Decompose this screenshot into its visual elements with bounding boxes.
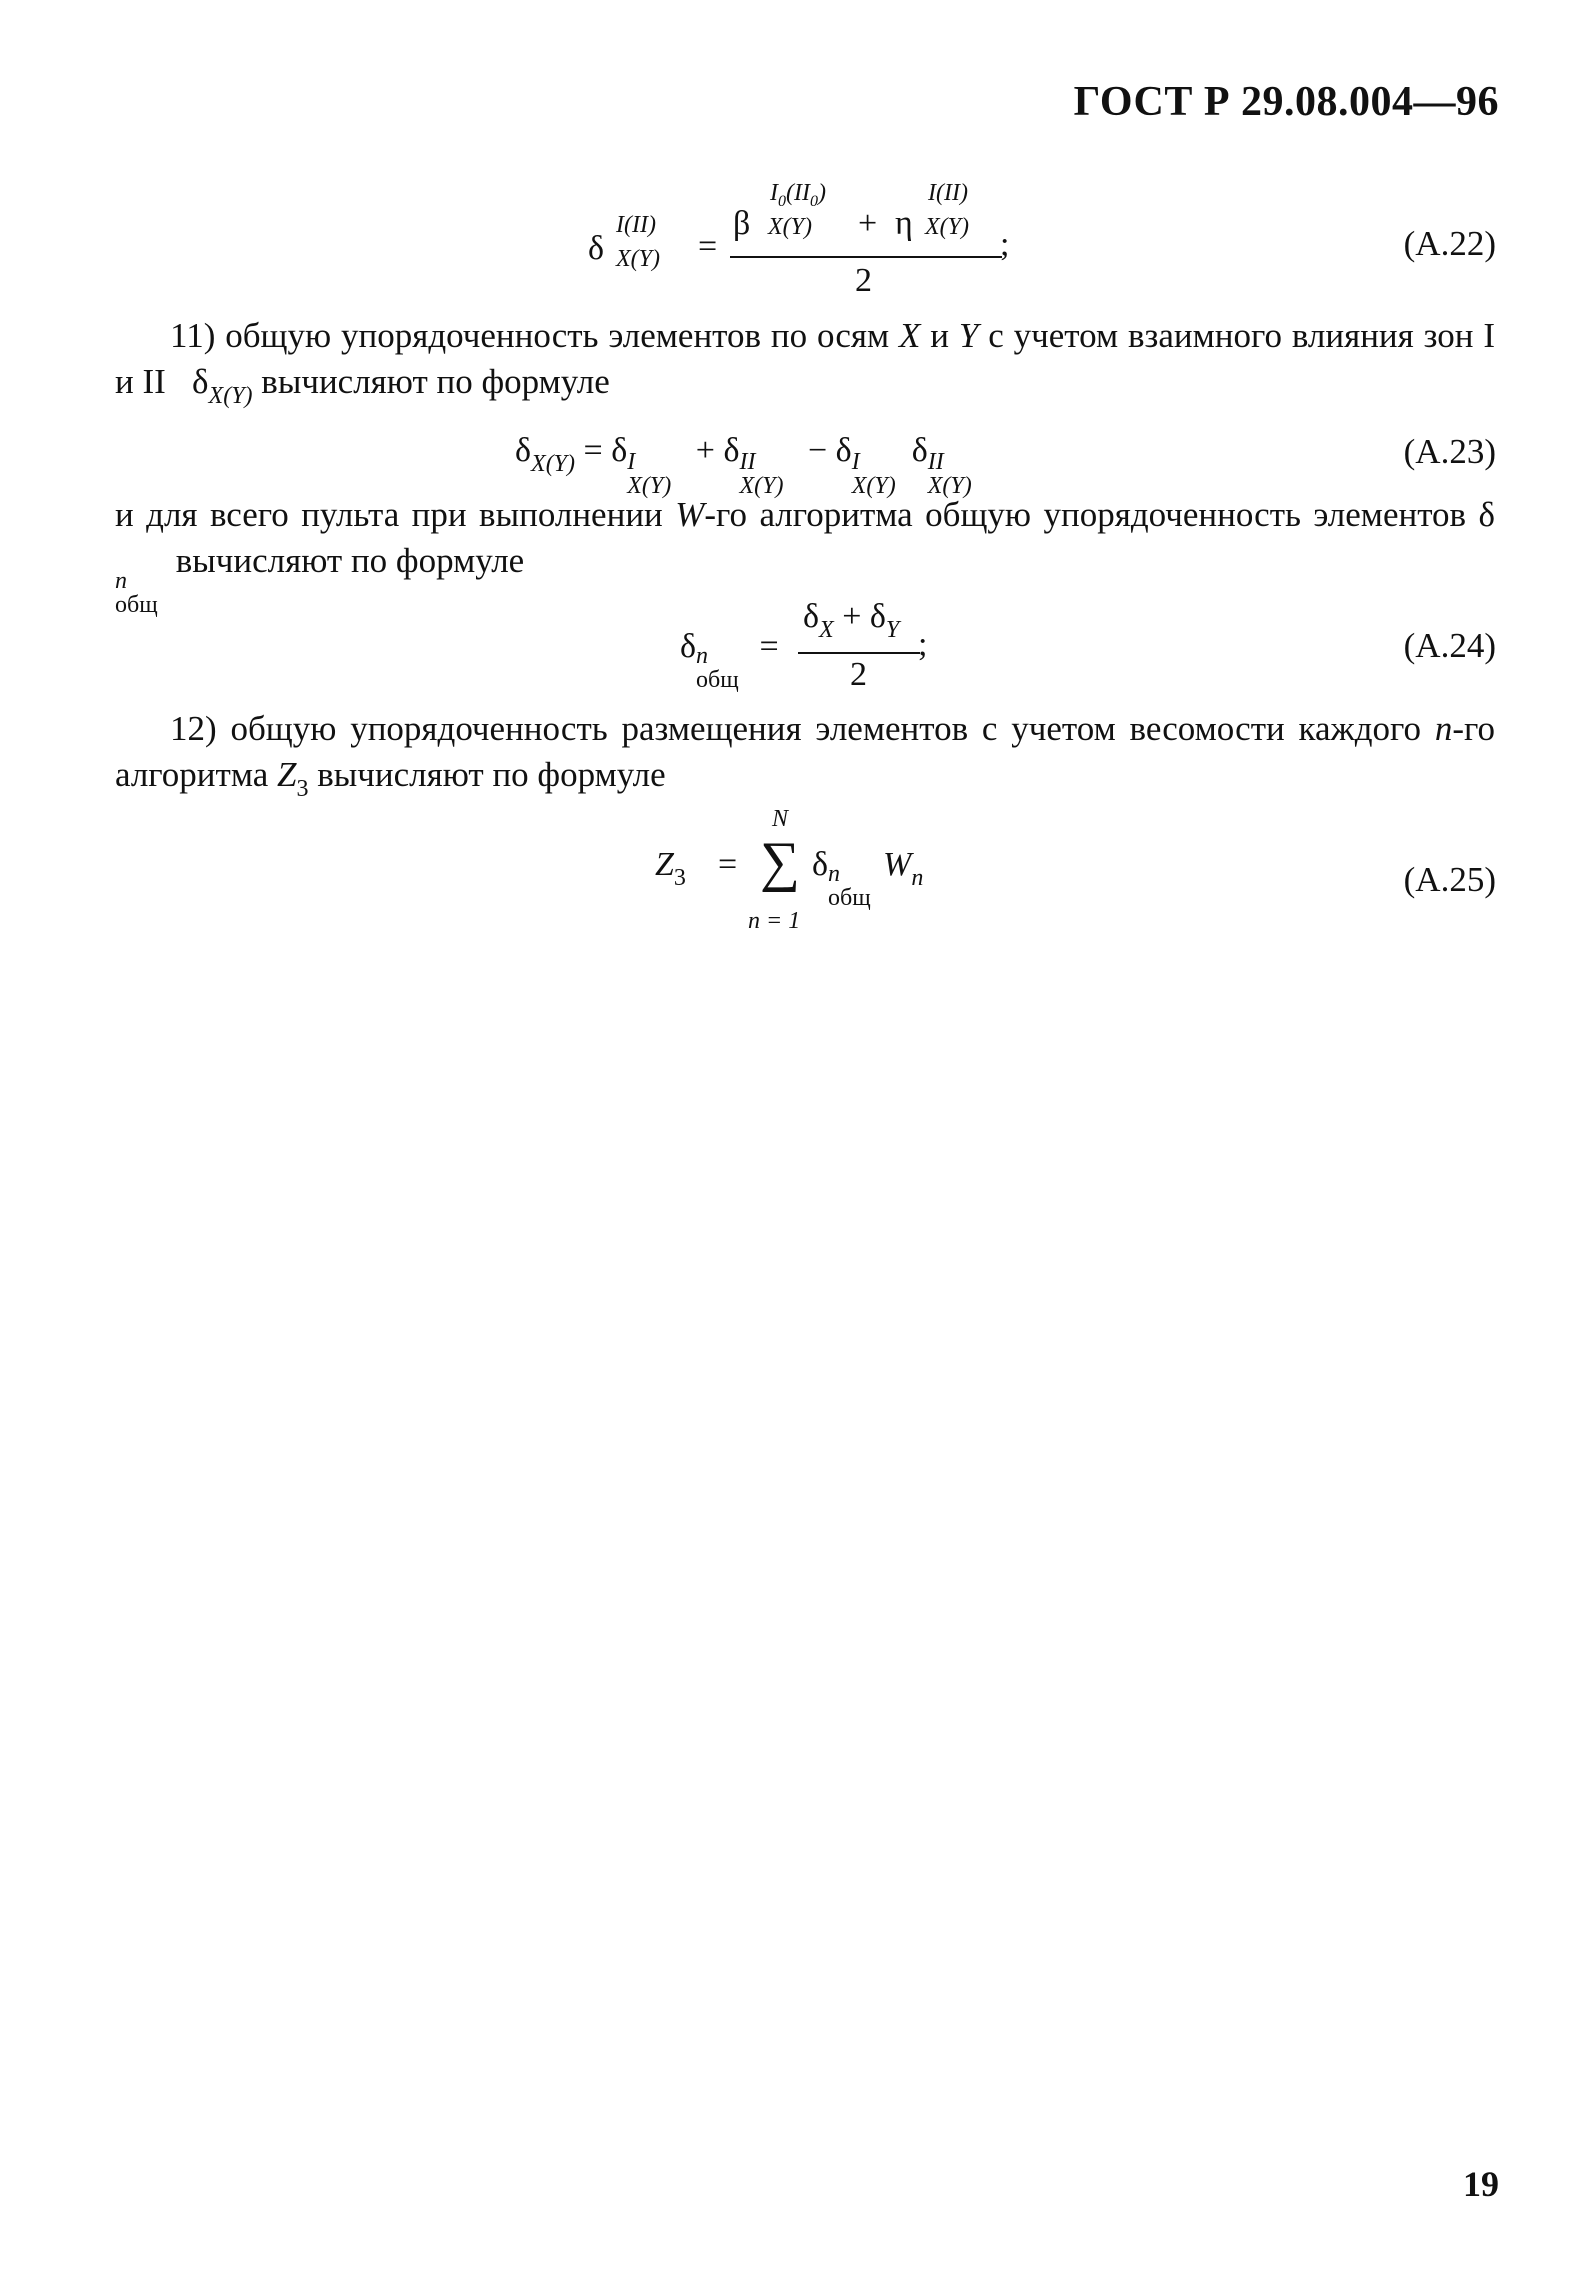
eq-a24-fraction-bar: [798, 652, 920, 654]
eq-a22-denominator: 2: [855, 262, 872, 299]
eq-a24-denominator: 2: [850, 656, 867, 693]
eq-a22-lhs: δ: [588, 230, 605, 267]
sum-sign-icon: ∑: [760, 831, 800, 893]
eq-a22-punct: ;: [1000, 226, 1010, 263]
eq-a22-lhs-sup: I(II): [616, 212, 656, 238]
paragraph-12: 12) общую упорядоченность размещения элементов с учетом весомости каждого n-го алгоритма $Z_3$ вычисляют по формуле: [115, 709, 1495, 802]
eq-a22-equals: =: [698, 228, 718, 265]
eq-a24-numerator: $\delta_X + \delta_Y$: [803, 598, 900, 643]
eq-a22-number: (А.22): [1403, 224, 1496, 263]
eq-a24-number: (А.24): [1403, 626, 1496, 665]
eq-a22-lhs-sub: X(Y): [616, 246, 660, 272]
eq-a24-lhs: δ n общ =: [680, 628, 779, 693]
eq-a23-number: (А.23): [1403, 432, 1496, 471]
page-number: 19: [1463, 2164, 1499, 2204]
eq-a22-term1-sup: $I_0(II_0)$: [770, 180, 826, 210]
eq-a22-beta: β: [733, 205, 751, 242]
eq-a22-term2-sup: I(II): [928, 180, 968, 206]
paragraph-w-algorithm: и для всего пульта при выполнении W-го алгоритма общую упорядоченность элементов δ n общ вычисляют по формуле: [115, 495, 1496, 618]
eq-a25-number: (А.25): [1403, 860, 1496, 899]
eq-a22-fraction-bar: [730, 256, 1002, 258]
eq-a22-term1-sub: X(Y): [768, 214, 812, 240]
eq-a24-punct: ;: [918, 626, 928, 663]
paragraph-11: 11) общую упорядоченность элементов по осям X и Y с учетом взаимного влияния зон I и II $\delta_{X(Y)}$ вычисляют по формуле: [115, 316, 1495, 409]
eq-a25-equals: =: [718, 846, 738, 883]
eq-a22-plus: +: [858, 205, 878, 242]
eq-a22-term2-sub: X(Y): [925, 214, 969, 240]
eq-a22-eta: η: [895, 205, 913, 242]
eq-a25-term: δ n общ $W_n$: [812, 846, 924, 911]
document-header: ГОСТ Р 29.08.004—96: [1073, 79, 1499, 125]
eq-a25-lhs: $Z_3$: [655, 846, 686, 891]
eq-a23-body: $\delta_{X(Y)} = \delta$ I X(Y) + δ II X(Y) − δ I X(Y) δ II X(Y): [515, 432, 972, 499]
eq-a25-sum-upper: N: [772, 806, 789, 832]
eq-a25-sum-lower: n = 1: [748, 908, 801, 934]
